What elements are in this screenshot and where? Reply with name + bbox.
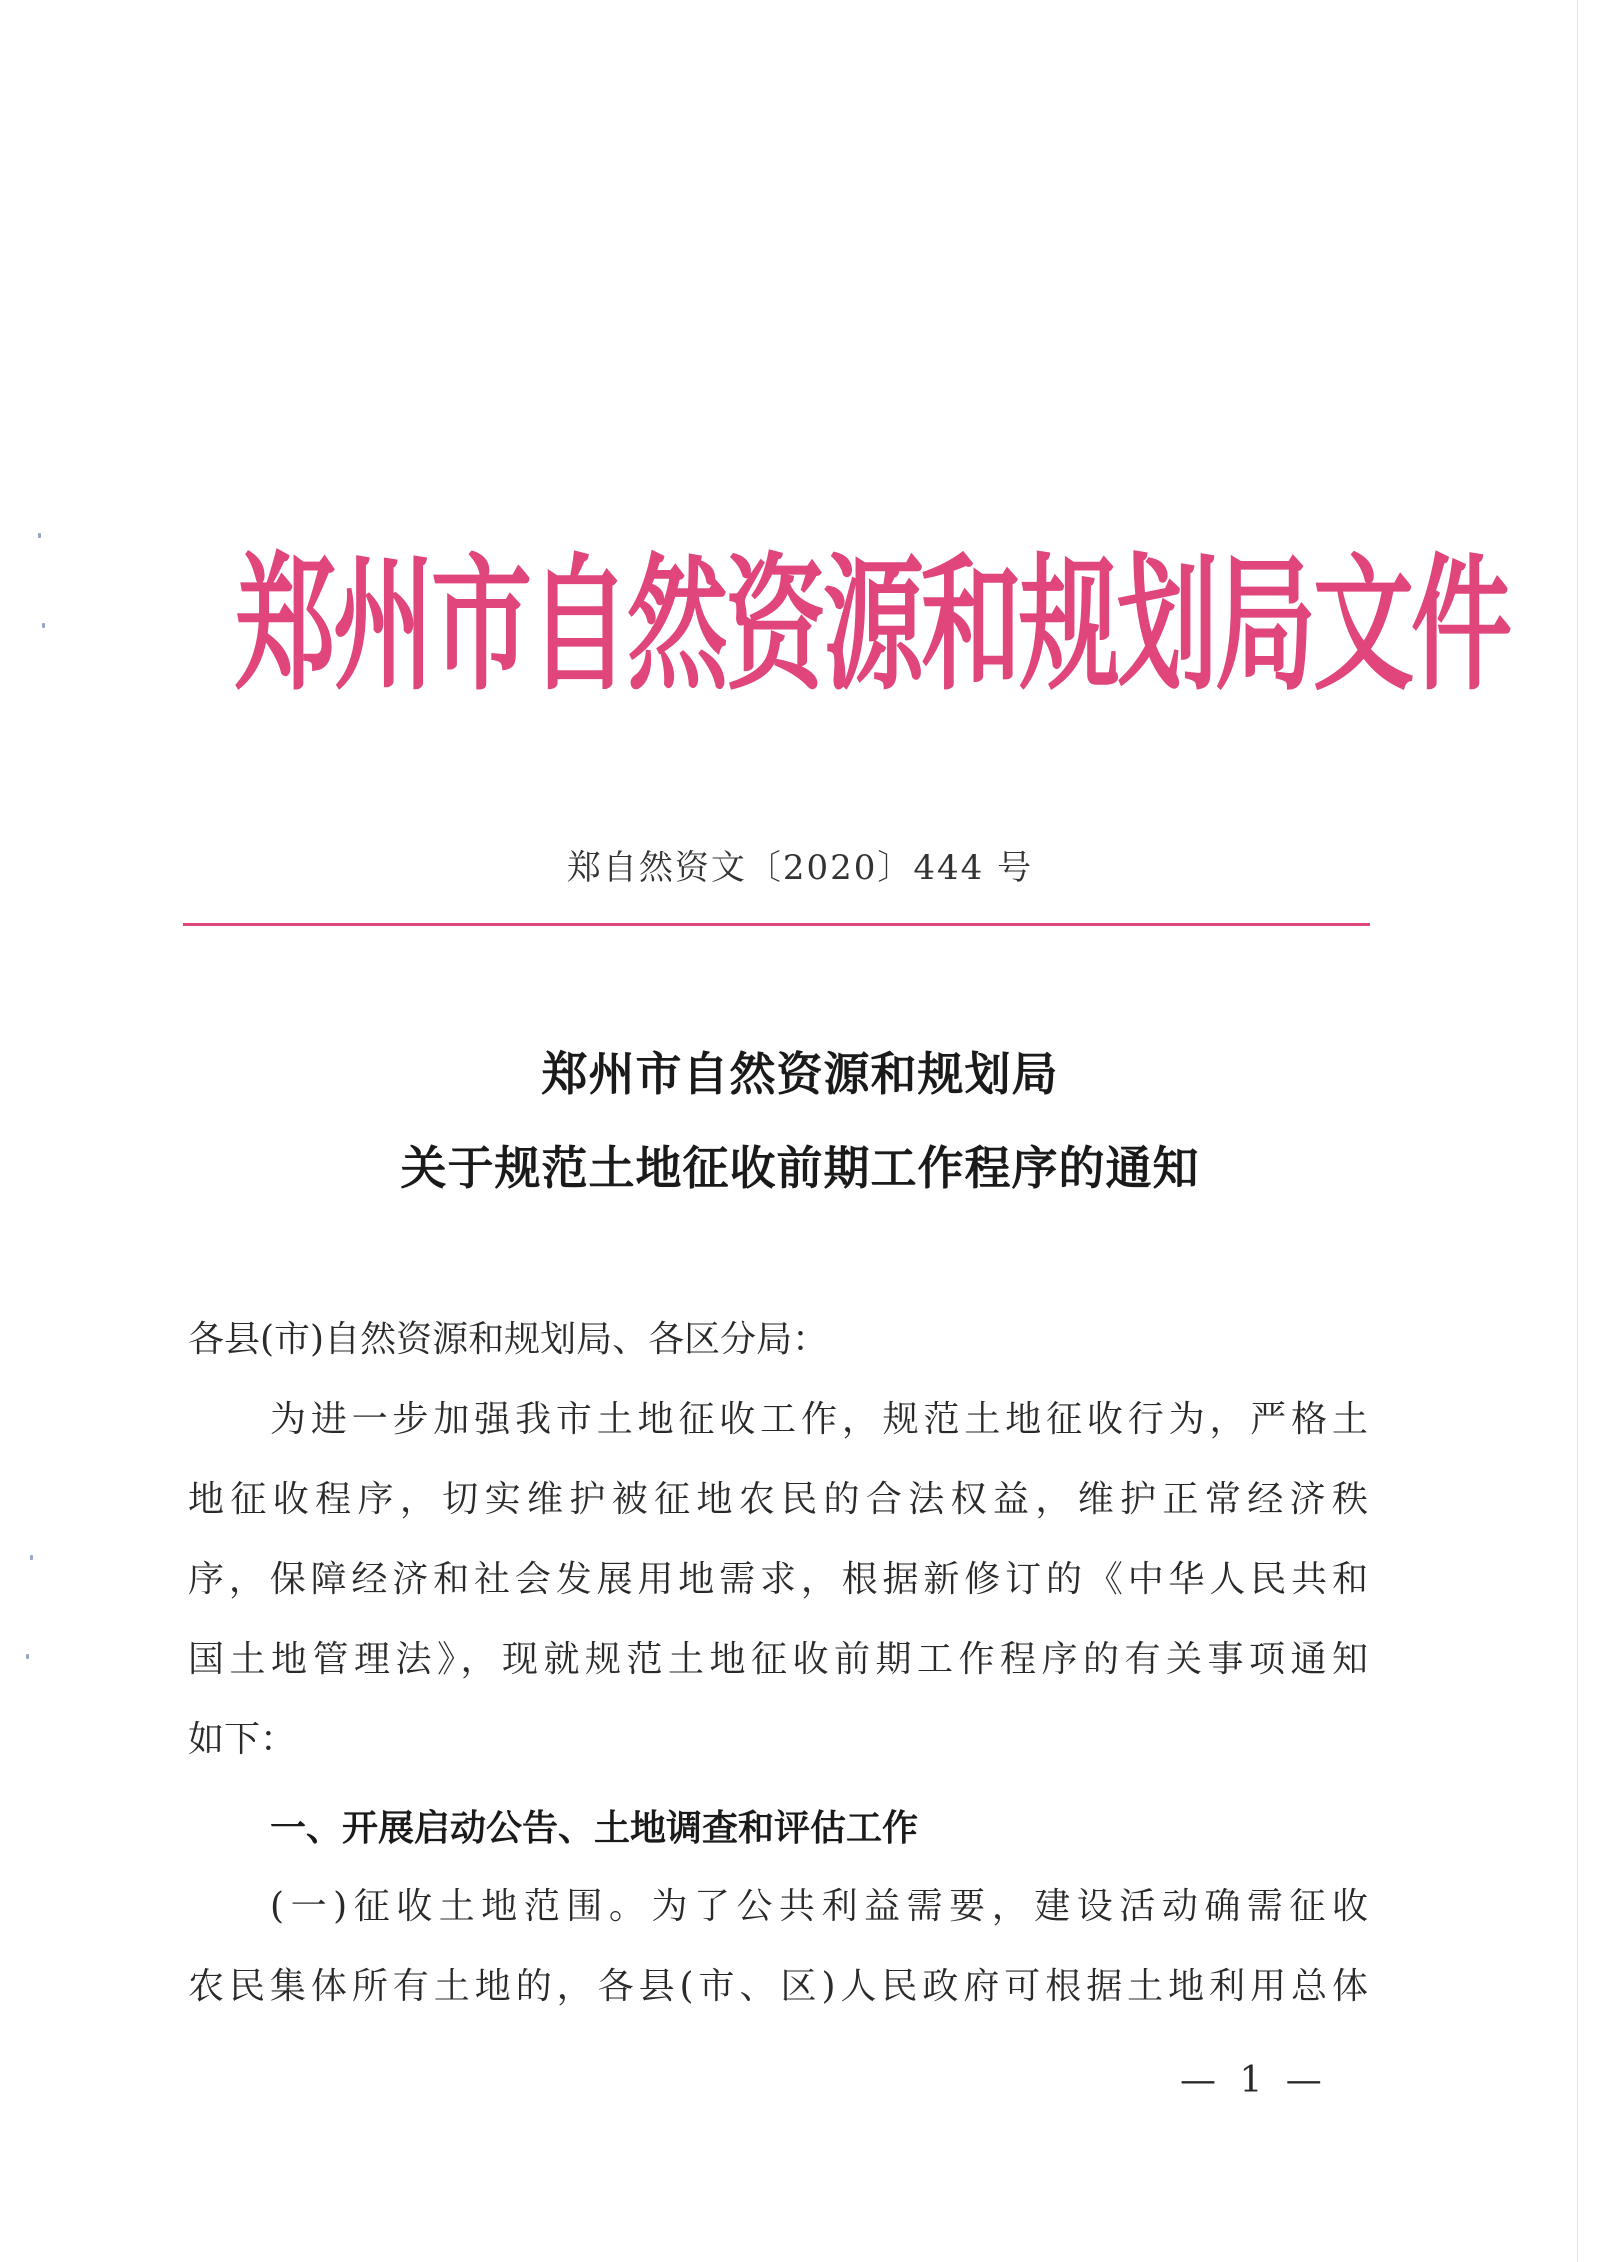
- section-heading: 一、开展启动公告、土地调查和评估工作: [270, 1808, 919, 1849]
- scan-speck: [42, 623, 45, 628]
- notice-title-line-2: 关于规范土地征收前期工作程序的通知: [400, 1141, 1200, 1195]
- scan-speck: [38, 533, 41, 538]
- paragraph-line: 地征收程序，切实维护被征地农民的合法权益，维护正常经济秩: [188, 1479, 1368, 1520]
- paragraph-line: 为进一步加强我市土地征收工作，规范土地征收行为，严格土: [270, 1399, 1368, 1440]
- paragraph-line: (一)征收土地范围。为了公共利益需要，建设活动确需征收: [270, 1886, 1368, 1927]
- paragraph-line: 如下：: [188, 1719, 297, 1760]
- addressee-line: 各县(市)自然资源和规划局、各区分局：: [188, 1319, 829, 1360]
- document-number: 郑自然资文〔2020〕444 号: [566, 848, 1034, 888]
- paragraph-line: 农民集体所有土地的，各县(市、区)人民政府可根据土地利用总体: [188, 1966, 1368, 2007]
- paragraph-line: 序，保障经济和社会发展用地需求，根据新修订的《中华人民共和: [188, 1559, 1368, 1600]
- paragraph-line: 国土地管理法》，现就规范土地征收前期工作程序的有关事项通知: [188, 1639, 1368, 1680]
- issuer-title: 郑州市自然资源和规划局文件: [235, 539, 1510, 711]
- notice-title-line-1: 郑州市自然资源和规划局: [541, 1047, 1059, 1101]
- page-edge: [1577, 0, 1578, 2262]
- scan-speck: [30, 1555, 33, 1560]
- page-number: — 1 —: [1180, 2060, 1328, 2101]
- scan-speck: [26, 1654, 29, 1659]
- red-divider-line: [183, 923, 1370, 926]
